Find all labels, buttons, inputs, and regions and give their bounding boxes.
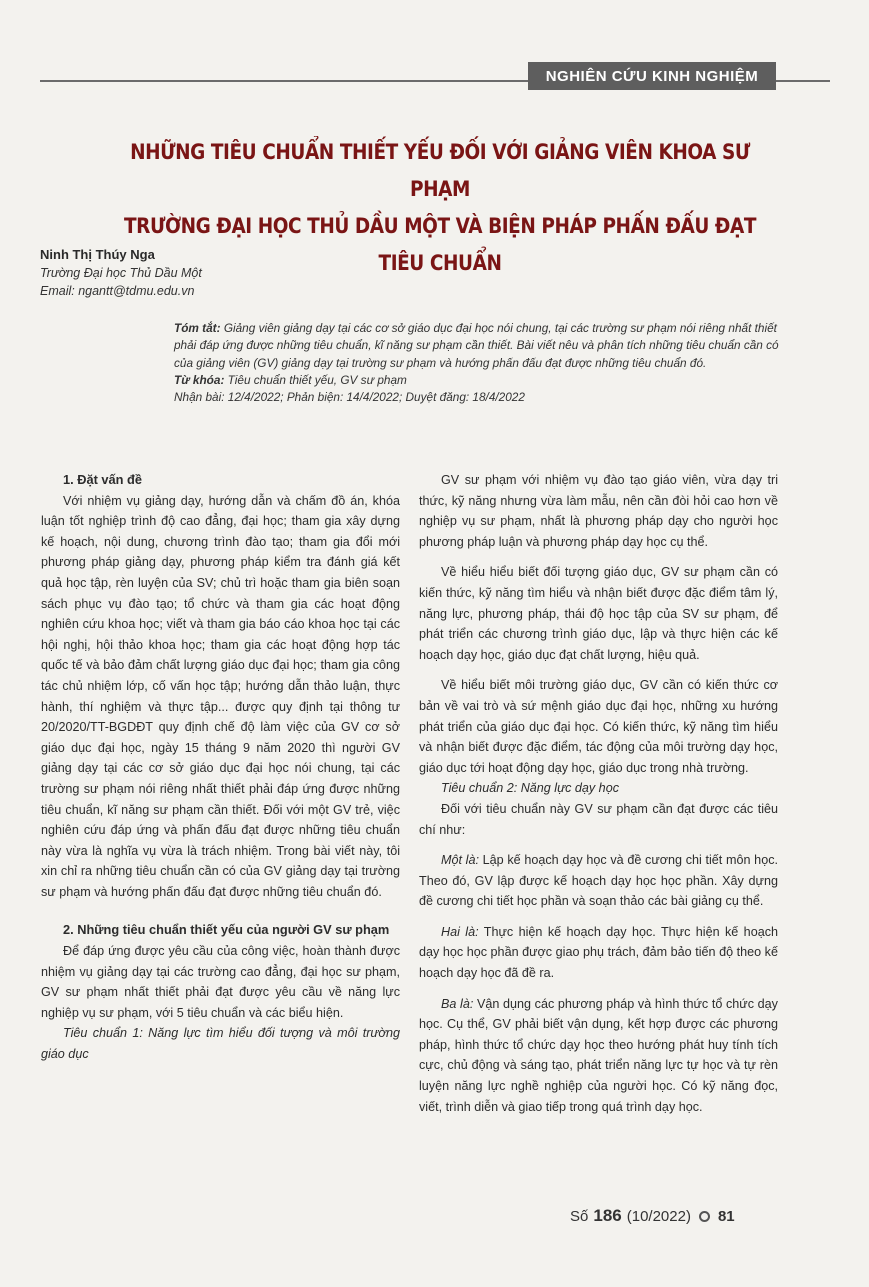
author-block — [40, 246, 202, 300]
paragraph: Về hiểu biết môi trường giáo dục, GV cần có kiến thức cơ bản về vai trò và sứ mệnh giáo dục đại học, những xu hướng phát triển của giáo dục đại học. Có kiến thức, kỹ năng tìm hiểu và nhận biết được đặc điểm, tác động của môi trường dạy học, giáo dục tới hoạt động dạy học, giáo dục trong nhà trường. — [419, 678, 778, 775]
paragraph — [419, 994, 778, 1118]
right-column — [419, 470, 778, 1117]
circle-icon — [699, 1211, 710, 1222]
paragraph: Về hiểu hiểu biết đối tượng giáo dục, GV sư phạm cần có kiến thức, kỹ năng tìm hiểu và nhận biết được đặc điểm tâm lý, năng lực, phương pháp, thái độ học tập của SV sư phạm, để phát triển các chương trình giáo dục, lập và thực hiện các kế hoạch dạy học, giáo dục đạt chất lượng, hiệu quả. — [419, 565, 778, 662]
issue-date: (10/2022) — [626, 1207, 691, 1225]
issue-prefix: Số — [570, 1207, 589, 1225]
issue-number: 186 — [593, 1206, 622, 1225]
abstract — [174, 320, 796, 406]
author-affiliation: Trường Đại học Thủ Dầu Một — [40, 266, 202, 280]
criterion-heading: Tiêu chuẩn 1: Năng lực tìm hiểu đối tượng và môi trường giáo dục — [41, 1026, 400, 1062]
item-text: Lập kế hoạch dạy học và đề cương chi tiết môn học. Theo đó, GV lập được kế hoạch dạy học học phần. Xây dựng đề cương chi tiết học phần và soạn thảo các bài giảng cụ thể. — [419, 853, 778, 909]
item-label: Hai là: — [441, 924, 479, 939]
paragraph: Với nhiệm vụ giảng dạy, hướng dẫn và chấm đồ án, khóa luận tốt nghiệp trình độ cao đẳng, đại học; tham gia xây dựng kế hoạch, nội dung, chương trình đào tạo; tham gia đổi mới phương pháp giảng dạy, phương pháp kiểm tra đánh giá kết quả học tập, rèn luyện của SV; chủ trì hoặc tham gia biên soạn sách phục vụ đào tạo; tổ chức và tham gia các hoạt động nghiên cứu khoa học; viết và tham gia báo cáo khoa học tại các hội nghị, hội thảo khoa học; tham gia các hoạt động hợp tác quốc tế và bảo đảm chất lượng giáo dục đại học; tham gia công tác chủ nhiệm lớp, cố vấn học tập; hướng dẫn thảo luận, thực hành, thí nghiệm và thực tập... được quy định tại thông tư 20/2020/TT-BGDĐT quy định chế độ làm việc của GV cơ sở giáo dục đại học, ngày 15 tháng 9 năm 2020 thì người GV giảng dạy tại các cơ sở giáo dục đại học nói chung, tại các trường sư phạm nói riêng nhất thiết phải đáp ứng được những tiêu chuẩn, kĩ năng sư phạm cần thiết. Đối với một GV trẻ, việc nghiên cứu đáp ứng và phấn đấu đạt được những tiêu chuẩn này vừa là nghĩa vụ vừa là trách nhiệm. Trong bài viết này, tôi xin chỉ ra những tiêu chuẩn cần có của GV giảng dạy tại trường sư phạm và hướng phấn đấu đạt được những tiêu chuẩn đó. — [41, 493, 400, 899]
page-number: 81 — [717, 1207, 735, 1225]
item-text: Thực hiện kế hoạch dạy học. Thực hiện kế hoạch dạy học học phần được giao phụ trách, đảm bảo tiến độ theo kế hoạch dạy học đã đề ra. — [419, 924, 778, 981]
section-heading-2: 2. Những tiêu chuẩn thiết yếu của người GV sư phạm — [63, 922, 390, 938]
abstract-summary — [174, 320, 796, 372]
section-heading-1: 1. Đặt vấn đề — [63, 472, 142, 487]
author-email: Email: ngantt@tdmu.edu.vn — [40, 284, 195, 298]
section-tag: NGHIÊN CỨU KINH NGHIỆM — [528, 62, 776, 90]
title-line-2: TRƯỜNG ĐẠI HỌC THỦ DẦU MỘT VÀ BIỆN PHÁP PHẤN ĐẤU ĐẠT TIÊU CHUẨN — [123, 214, 757, 275]
item-text: Vận dụng các phương pháp và hình thức tổ chức dạy học. Cụ thể, GV phải biết vận dụng, kết hợp được các phương pháp, hình thức tổ chức dạy học theo hướng phát huy tính tích cực, chủ động và sáng tạo, phát triển năng lực tự học và tự rèn luyện năng lực nghề nghiệp của người học. Có kỹ năng đọc, viết, trình diễn và giao tiếp trong quá trình dạy học. — [419, 996, 778, 1114]
summary-label: Tóm tắt: — [174, 321, 221, 335]
left-column — [41, 470, 400, 1065]
keywords-text: Tiêu chuẩn thiết yếu, GV sư phạm — [227, 372, 407, 387]
paragraph — [419, 850, 778, 912]
title-line-1: NHỮNG TIÊU CHUẨN THIẾT YẾU ĐỐI VỚI GIẢNG VIÊN KHOA SƯ PHẠM — [130, 140, 750, 201]
keywords-label: Từ khóa: — [174, 372, 225, 387]
article-title — [106, 134, 775, 282]
paragraph: Để đáp ứng được yêu cầu của công việc, hoàn thành được nhiệm vụ giảng dạy tại các trường cao đẳng, đại học sư phạm, GV sư phạm nhất thiết phải đạt được yêu cầu về năng lực nghiệp vụ sư phạm, với 5 tiêu chuẩn và các biểu hiện. — [41, 944, 400, 1020]
criterion-heading: Tiêu chuẩn 2: Năng lực dạy học — [441, 781, 619, 796]
summary-text: Giảng viên giảng dạy tại các cơ sở giáo dục đại học nói chung, tại các trường sư phạm nói riêng nhất thiết phải đáp ứng được những tiêu chuẩn, kĩ năng sư phạm cần thiết. Bài viết nêu và phân tích những tiêu chuẩn cần có của giảng viên (GV) giảng dạy tại trường sư phạm và hướng phấn đấu đạt được những tiêu chuẩn đó. — [174, 321, 779, 370]
paragraph: GV sư phạm với nhiệm vụ đào tạo giáo viên, vừa dạy tri thức, kỹ năng nhưng vừa làm mẫu, nên cần đòi hỏi cao hơn về nghiệp vụ sư phạm, nhất là phương pháp dạy cho người học phương pháp luận và phương pháp dạy học cụ thể. — [419, 473, 778, 549]
paragraph: Đối với tiêu chuẩn này GV sư phạm cần đạt được các tiêu chí như: — [419, 801, 778, 837]
author-name: Ninh Thị Thúy Nga — [40, 247, 155, 262]
page-footer — [570, 1206, 735, 1226]
paragraph — [419, 922, 778, 984]
abstract-dates: Nhận bài: 12/4/2022; Phản biện: 14/4/2022; Duyệt đăng: 18/4/2022 — [174, 390, 525, 405]
abstract-keywords — [174, 372, 796, 389]
item-label: Một là: — [441, 853, 479, 868]
item-label: Ba là: — [441, 996, 474, 1011]
